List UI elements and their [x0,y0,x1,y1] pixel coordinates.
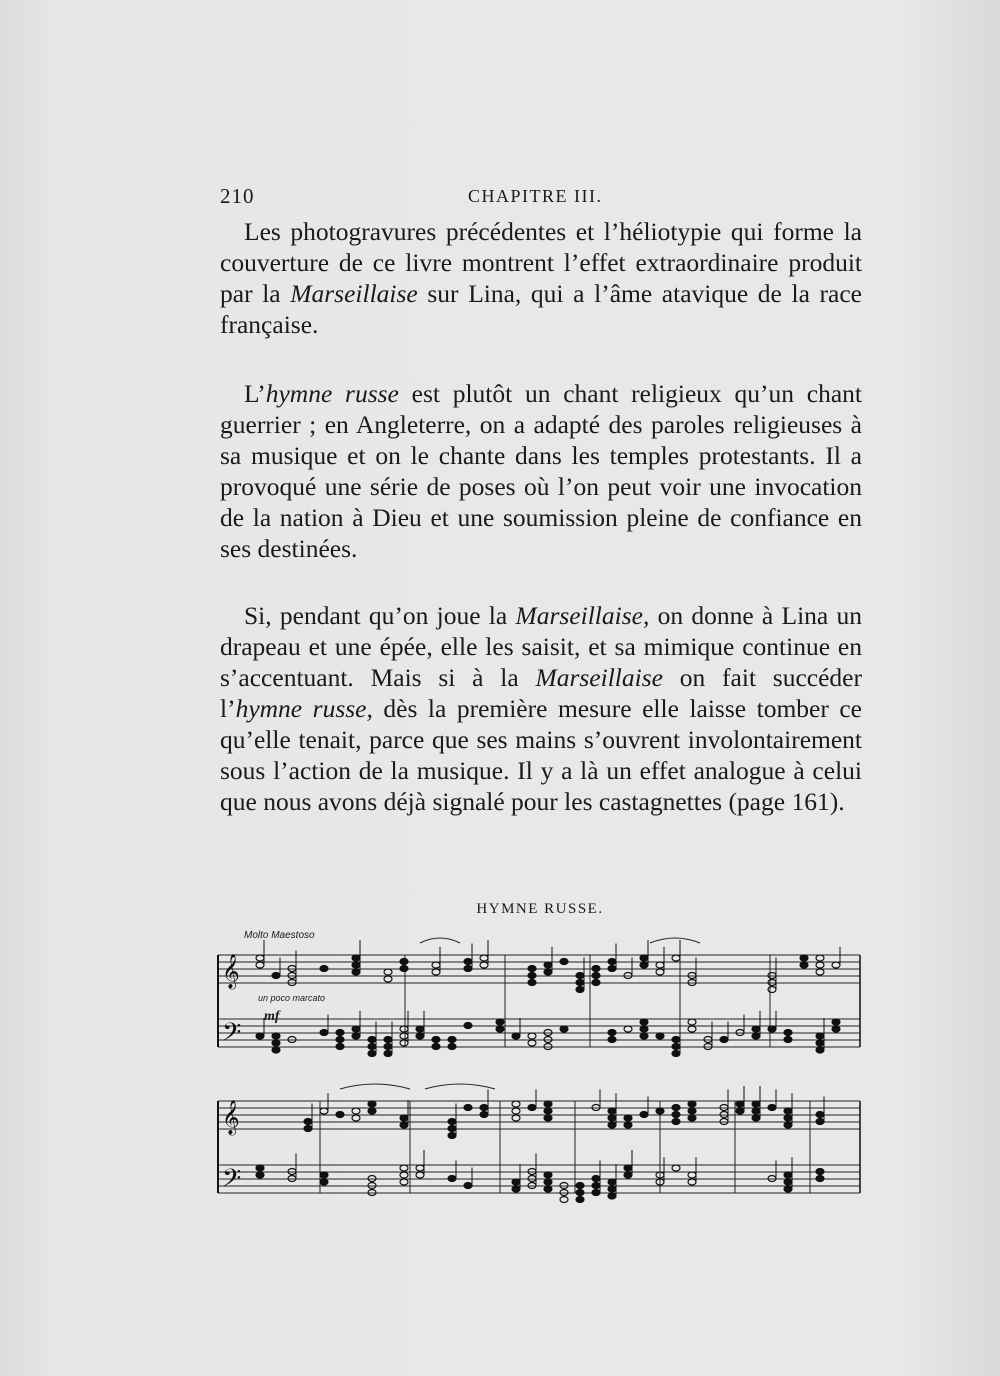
note-head [624,1115,632,1121]
note-head [480,1112,488,1118]
note-head [752,1108,760,1114]
note-head [368,1037,376,1043]
note-head [400,959,408,965]
note-head [256,1172,264,1178]
note-head [320,1030,328,1036]
note-head [336,1044,344,1050]
note-head [416,1172,424,1178]
page-number: 210 [220,184,255,208]
note-head [480,962,488,968]
note-head [544,969,552,975]
note-head [624,1165,632,1171]
note-head [576,980,584,986]
note-head [672,955,680,961]
note-head [592,966,600,972]
slur [650,938,700,943]
note-head [672,1037,680,1043]
note-head [272,1040,280,1046]
page-header [220,184,860,210]
note-head [816,955,824,961]
note-head [432,969,440,975]
note-head [784,1037,792,1043]
note-head [736,1101,744,1107]
note-head [720,1037,728,1043]
note-head [784,1115,792,1121]
note-head [640,962,648,968]
note-head [768,1105,776,1111]
note-head [832,1019,840,1025]
note-head [832,962,840,968]
note-head [352,1033,360,1039]
note-head [512,1179,520,1185]
note-head [272,973,280,979]
note-head [448,1037,456,1043]
note-head [448,1133,456,1139]
note-head [272,1033,280,1039]
note-head [400,1026,408,1032]
note-head [336,1030,344,1036]
note-head [368,1051,376,1057]
slur [420,938,460,943]
note-head [464,1105,472,1111]
note-head [816,1176,824,1182]
note-head [688,1101,696,1107]
italic-title: Marseillaise [290,279,418,308]
note-head [528,1033,536,1039]
note-head [816,969,824,975]
note-head [368,1044,376,1050]
note-head [608,1108,616,1114]
note-head [688,1108,696,1114]
slur [425,1084,495,1089]
note-head [608,1179,616,1185]
note-head [640,1112,648,1118]
note-head [432,1044,440,1050]
note-head [544,1186,552,1192]
dynamic-marking: mf [264,1009,280,1024]
note-head [320,1108,328,1114]
note-head [464,1023,472,1029]
paragraph-text: est plutôt un chant religieux qu’un chant guerrier ; en Angleterre, on a adapté des paroles religieuses à sa musique et on le chante dans les temples protestants. Il a provoqué une série de poses où l’on peut voir une invocation de la nation à Dieu et une soumission pleine de confiance en ses destinées. [220,379,862,563]
note-head [560,1026,568,1032]
paragraph-3 [220,600,862,817]
note-head [528,1105,536,1111]
note-head [656,1033,664,1039]
note-head [384,976,392,982]
note-head [368,1108,376,1114]
note-head [448,1126,456,1132]
running-head: CHAPITRE III. [468,186,603,206]
music-score-image [210,925,870,1225]
note-head [816,1169,824,1175]
note-head [352,1115,360,1121]
note-head [752,1033,760,1039]
note-head [432,1037,440,1043]
note-head [624,1172,632,1178]
note-head [384,1037,392,1043]
note-head [400,1172,408,1178]
note-head [464,959,472,965]
note-head [656,962,664,968]
note-head [592,973,600,979]
note-head [400,1040,408,1046]
note-head [816,962,824,968]
note-head [592,1190,600,1196]
note-head [320,966,328,972]
note-head [608,959,616,965]
note-head [688,1026,696,1032]
note-head [656,969,664,975]
note-head [816,1047,824,1053]
clef-icon: 𝄢 [222,1018,242,1053]
note-head [592,1176,600,1182]
note-head [816,1040,824,1046]
note-head [560,1197,568,1203]
note-head [320,1179,328,1185]
note-head [672,1105,680,1111]
paragraph-2 [220,378,862,564]
paragraph-text: on fait succéder l’ [220,663,862,723]
note-head [496,1026,504,1032]
note-head [672,1119,680,1125]
note-head [256,1033,264,1039]
note-head [784,1179,792,1185]
note-head [832,1026,840,1032]
note-head [624,1026,632,1032]
note-head [672,1044,680,1050]
note-head [688,1172,696,1178]
note-head [672,1165,680,1171]
note-head [352,955,360,961]
note-head [512,1108,520,1114]
note-head [352,1026,360,1032]
paragraph-text: on donne à Lina un drapeau et une épée, elle les saisit, et sa mimique continue en s’accentuant. Mais si à la [220,601,862,692]
note-head [352,969,360,975]
tempo-marking: Molto Maestoso [244,930,315,941]
note-head [352,1108,360,1114]
clef-icon: 𝄞 [222,1100,240,1135]
note-head [544,1179,552,1185]
note-head [656,1108,664,1114]
note-head [608,1037,616,1043]
note-head [784,1122,792,1128]
paragraph-text: L’ [244,379,266,408]
note-head [592,980,600,986]
note-head [368,1101,376,1107]
note-head [544,1101,552,1107]
paragraph-text: Les photogravures précédentes et l’héliotypie qui forme la couverture de ce livre montrent l’effet extraordinaire produit par la [220,217,862,308]
note-head [464,966,472,972]
note-head [304,1119,312,1125]
note-head [640,1026,648,1032]
note-head [416,1165,424,1171]
note-head [576,973,584,979]
note-head [688,1019,696,1025]
note-head [816,1112,824,1118]
note-head [480,1105,488,1111]
note-head [400,1115,408,1121]
note-head [608,1193,616,1199]
note-head [560,959,568,965]
expression-marking: un poco marcato [258,993,326,1003]
note-head [448,1176,456,1182]
note-head [544,1172,552,1178]
note-head [576,987,584,993]
note-head [496,1019,504,1025]
note-head [400,1165,408,1171]
note-head [784,1030,792,1036]
note-head [528,966,536,972]
note-head [304,1126,312,1132]
note-head [544,1108,552,1114]
note-head [256,1165,264,1171]
note-head [400,1122,408,1128]
note-head [576,1197,584,1203]
note-head [432,962,440,968]
note-head [672,1051,680,1057]
note-head [784,1172,792,1178]
note-head [640,1019,648,1025]
note-head [688,1179,696,1185]
note-head [384,1044,392,1050]
paragraph-1 [220,216,862,340]
note-head [752,1026,760,1032]
note-head [768,1026,776,1032]
note-head [400,1179,408,1185]
note-head [528,973,536,979]
note-head [256,962,264,968]
note-head [480,955,488,961]
italic-title: hymne russe, [235,694,373,723]
note-head [672,1112,680,1118]
note-head [608,1122,616,1128]
note-head [608,1030,616,1036]
note-head [320,1172,328,1178]
note-head [608,1115,616,1121]
paragraph-text: Si, pendant qu’on joue la [244,601,516,630]
note-head [816,1033,824,1039]
note-head [544,1115,552,1121]
note-head [400,966,408,972]
italic-title: Marseillaise [535,663,663,692]
note-head [448,1119,456,1125]
note-head [800,962,808,968]
note-head [400,1033,408,1039]
note-head [512,1101,520,1107]
figure-caption: HYMNE RUSSE. [476,901,604,917]
note-head [576,1183,584,1189]
note-head [752,1115,760,1121]
note-head [816,1119,824,1125]
italic-title: Marseillaise, [515,601,650,630]
note-head [768,987,776,993]
note-head [544,962,552,968]
note-head [576,1190,584,1196]
note-head [448,1044,456,1050]
note-head [528,1040,536,1046]
note-head [736,1108,744,1114]
note-head [640,1033,648,1039]
note-head [592,1183,600,1189]
italic-title: hymne russe [265,379,399,408]
note-head [464,1183,472,1189]
clef-icon: 𝄢 [222,1164,242,1199]
paragraph-text: dès la première mesure elle laisse tomber ce qu’elle tenait, parce que ses mains s’ouvrent involontairement sous l’action de la musique. Il y a là un effet analogue à celui que nous avons déjà signalé pour les castagnettes (page 161). [220,694,863,816]
note-head [624,1122,632,1128]
note-head [608,1186,616,1192]
note-head [528,980,536,986]
note-head [688,1115,696,1121]
note-head [416,1026,424,1032]
note-head [512,1186,520,1192]
note-head [752,1101,760,1107]
clef-icon: 𝄞 [222,954,240,989]
slur [340,1084,410,1089]
note-head [784,1108,792,1114]
note-head [272,1047,280,1053]
note-head [384,969,392,975]
note-head [512,1115,520,1121]
note-head [256,955,264,961]
note-head [416,1033,424,1039]
note-head [784,1186,792,1192]
note-head [800,955,808,961]
paragraph-text: sur Lina, qui a l’âme atavique de la race française. [220,279,863,339]
note-head [336,1112,344,1118]
note-head [384,1051,392,1057]
note-head [336,1037,344,1043]
note-head [640,955,648,961]
note-head [608,966,616,972]
note-head [352,962,360,968]
note-head [512,1033,520,1039]
